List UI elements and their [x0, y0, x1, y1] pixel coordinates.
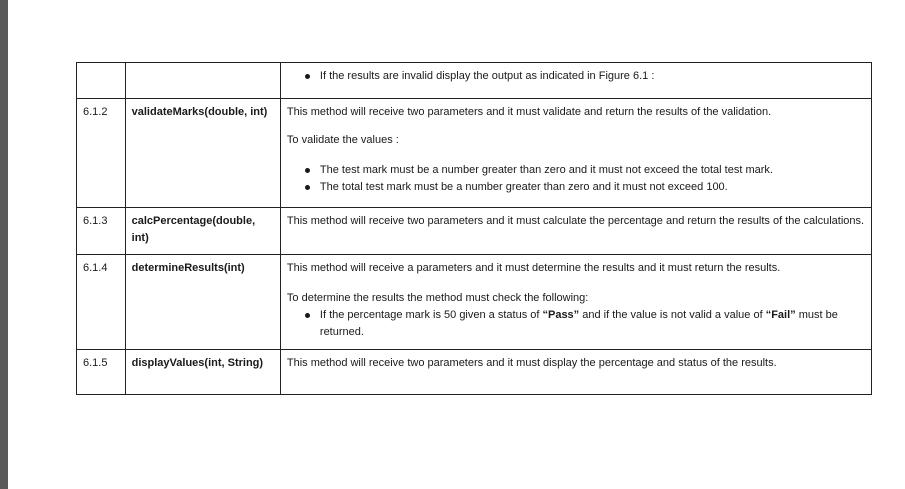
description-cell: This method will receive two parameters and it must display the percentage and status of the results.: [280, 350, 871, 395]
method-name-cell: [125, 63, 280, 99]
window-left-edge: [0, 0, 8, 489]
method-name-cell: validateMarks(double, int): [125, 99, 280, 208]
bullet-list: [287, 68, 866, 85]
row-number-cell: 6.1.3: [77, 208, 126, 255]
method-name-cell: calcPercentage(double, int): [125, 208, 280, 255]
description-cell: [280, 255, 871, 350]
table-row: [77, 255, 872, 350]
bullet-item: [305, 307, 866, 341]
description-cell: This method will receive two parameters and it must calculate the percentage and return the results of the calculations.: [280, 208, 871, 255]
description-text: To validate the values :: [286, 134, 399, 146]
bullet-item: The test mark must be a number greater than zero and it must not exceed the total test mark.: [305, 162, 866, 179]
description-text: This method will receive a parameters and it must determine the results and it must return the results.: [286, 262, 781, 274]
description-cell: [280, 99, 871, 208]
fail-status-text: “Fail”: [765, 309, 796, 321]
pass-status-text: “Pass”: [542, 309, 580, 321]
bullet-list: [287, 162, 866, 196]
bullet-item: If the results are invalid display the output as indicated in Figure 6.1 :: [305, 68, 866, 85]
description-text: This method will receive two parameters and it must validate and return the results of the validation.: [286, 106, 772, 118]
table-row: [77, 208, 872, 255]
row-number-cell: 6.1.5: [77, 350, 126, 395]
table-row: [77, 99, 872, 208]
description-text: To determine the results the method must check the following:: [286, 292, 589, 304]
method-name-cell: determineResults(int): [125, 255, 280, 350]
bullet-item: The total test mark must be a number greater than zero and it must not exceed 100.: [305, 179, 866, 196]
bullet-text: must be returned.: [319, 309, 838, 338]
bullet-list: [287, 307, 866, 341]
method-name-cell: displayValues(int, String): [125, 350, 280, 395]
row-number-cell: [77, 63, 126, 99]
row-number-cell: 6.1.2: [77, 99, 126, 208]
bullet-text: and if the value is not valid a value of: [579, 309, 766, 321]
bullet-text: If the percentage mark is 50 given a status of: [319, 309, 543, 321]
requirements-table: [76, 62, 872, 395]
description-cell: [280, 63, 871, 99]
table-row: [77, 350, 872, 395]
table-row: [77, 63, 872, 99]
row-number-cell: 6.1.4: [77, 255, 126, 350]
